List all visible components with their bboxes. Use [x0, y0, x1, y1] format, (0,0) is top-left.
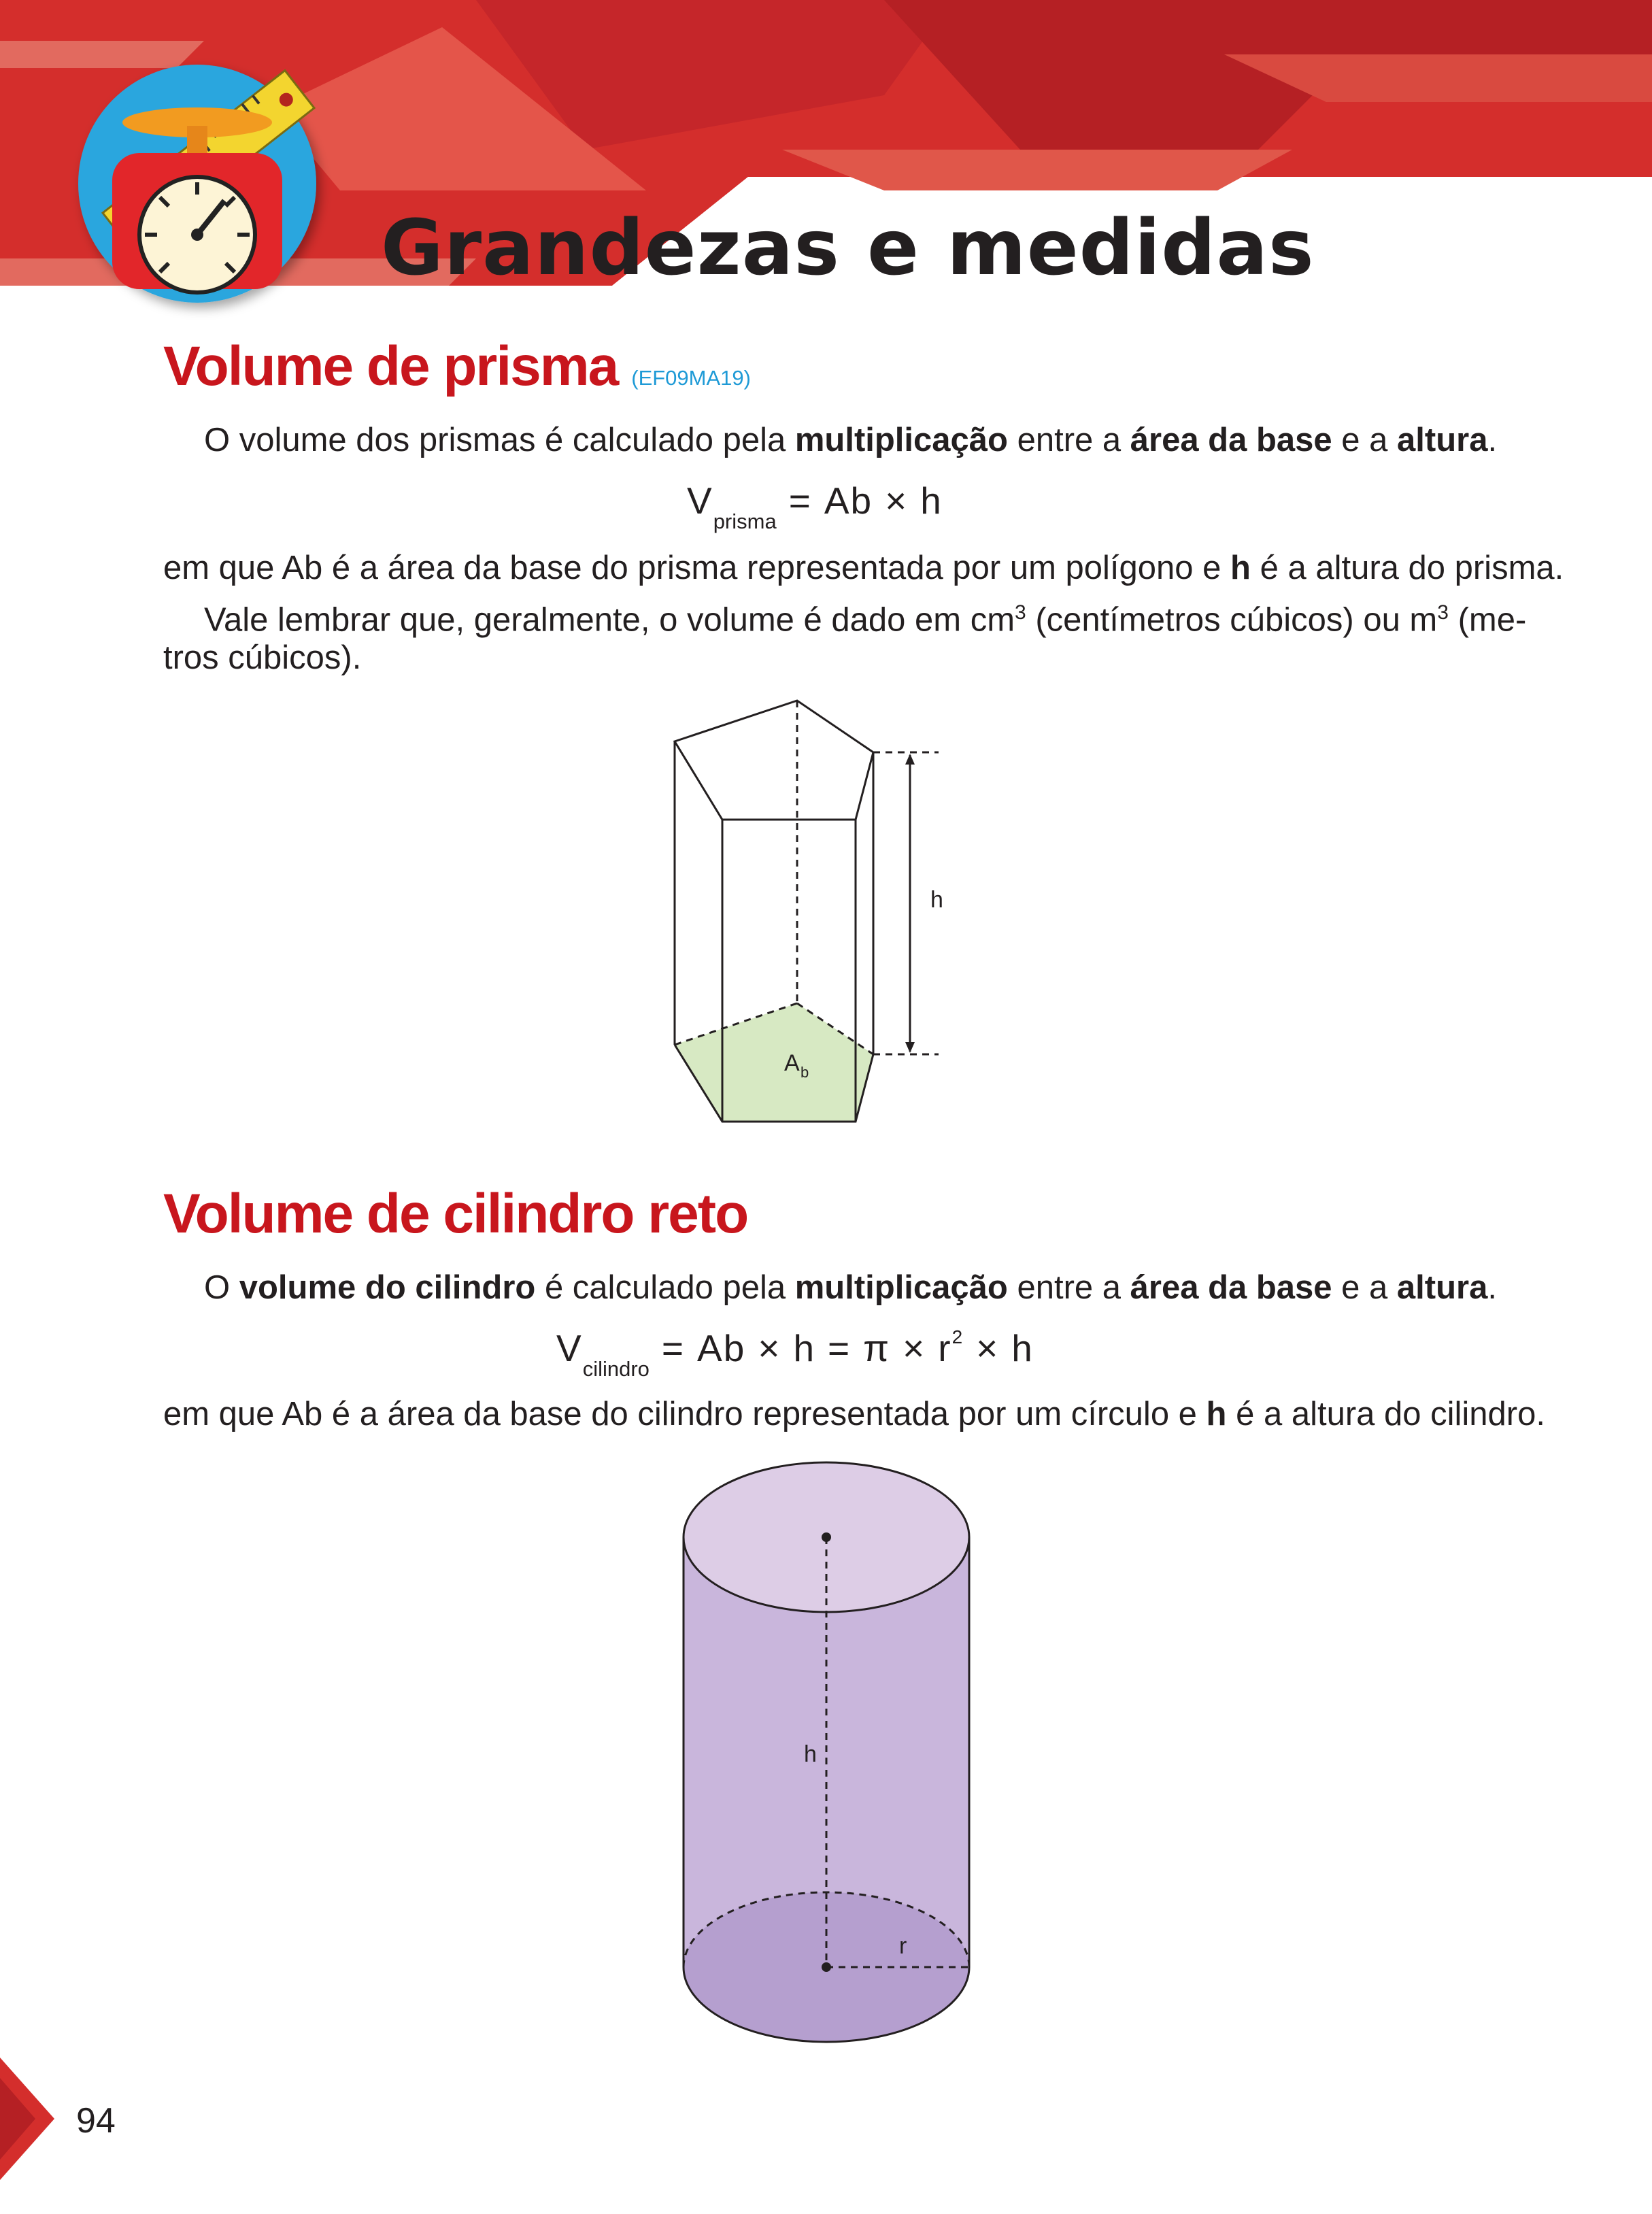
cylinder-definition [204, 1265, 1497, 1310]
times-sign: × [903, 1327, 926, 1369]
bold-text: multiplicação [794, 422, 1008, 458]
prism-volume-formula [687, 479, 943, 534]
text: . [1487, 1269, 1497, 1306]
text: (centímetros cúbicos) ou m [1026, 601, 1438, 639]
cylinder-radius-label: r [899, 1933, 907, 1959]
cylinder-figure [653, 1442, 1007, 2054]
text: Vale lembrar que, geralmente, o volume é dado em cm [204, 601, 1015, 639]
page-title: Grandezas e medidas [381, 204, 1315, 292]
bold-text: altura [1397, 422, 1488, 458]
superscript: 3 [1015, 601, 1026, 624]
base-area-subscript: b [800, 1064, 809, 1081]
height-label: h [930, 887, 943, 913]
formula-subscript: cilindro [582, 1357, 650, 1381]
text: é a altura do cilindro. [1226, 1396, 1545, 1432]
formula-symbol: h [920, 480, 943, 522]
text: é a altura do prisma. [1250, 550, 1564, 586]
text: . [1487, 422, 1498, 458]
formula-symbol: h [1011, 1327, 1034, 1369]
text: (me- [1448, 601, 1527, 639]
page-number: 94 [76, 2101, 116, 2141]
formula-subscript: prisma [713, 509, 777, 533]
bold-text: altura [1396, 1269, 1488, 1306]
times-sign: × [885, 480, 909, 522]
pentagonal-prism-figure [653, 687, 1007, 1150]
bold-text: volume do cilindro [239, 1269, 536, 1306]
text: em que Ab é a área da base do cilindro representada por um círculo e [163, 1396, 1207, 1432]
prism-explanation [163, 546, 1564, 590]
bold-text: multiplicação [794, 1269, 1008, 1306]
text: e a [1332, 422, 1398, 458]
scale-ruler-icon [61, 41, 347, 326]
formula-symbol: V [687, 480, 713, 522]
formula-symbol: V [556, 1327, 583, 1369]
pi-symbol: π [863, 1327, 891, 1369]
units-note-line-1 [204, 590, 1526, 642]
cylinder-section-title: Volume de cilindro reto [163, 1183, 748, 1245]
equals-sign: = [661, 1327, 686, 1369]
bncc-code: (EF09MA19) [631, 366, 751, 390]
page-corner-marker [0, 2058, 75, 2180]
prism-base-area [675, 1003, 873, 1122]
base-area-label: A [784, 1050, 800, 1076]
formula-superscript: 2 [951, 1326, 964, 1347]
units-note-line-2: tros cúbicos). [163, 639, 362, 676]
times-sign: × [758, 1327, 781, 1369]
bold-text: h [1206, 1396, 1227, 1432]
formula-symbol: r [938, 1327, 952, 1369]
text: O volume dos prismas é calculado pela [204, 422, 795, 458]
prism-definition [204, 418, 1497, 463]
cylinder-height-label: h [804, 1741, 817, 1767]
prism-section-title [163, 335, 751, 399]
text: e a [1332, 1269, 1397, 1306]
times-sign: × [976, 1327, 1000, 1369]
equals-sign: = [828, 1327, 852, 1369]
bold-text: h [1230, 550, 1251, 586]
bold-text: área da base [1130, 1269, 1332, 1306]
bold-text: área da base [1130, 422, 1332, 458]
prism-section-heading: Volume de prisma [163, 335, 618, 397]
text: é calculado pela [535, 1269, 795, 1306]
formula-symbol: Ab [697, 1327, 746, 1369]
text: O [204, 1269, 239, 1306]
text: entre a [1007, 1269, 1130, 1306]
formula-symbol: Ab [824, 480, 873, 522]
superscript: 3 [1437, 601, 1449, 624]
text: em que Ab é a área da base do prisma representada por um polígono e [163, 550, 1231, 586]
text: entre a [1007, 422, 1130, 458]
cylinder-explanation [163, 1392, 1545, 1437]
formula-symbol: h [793, 1327, 816, 1369]
equals-sign: = [788, 480, 812, 522]
cylinder-volume-formula [556, 1326, 1034, 1381]
